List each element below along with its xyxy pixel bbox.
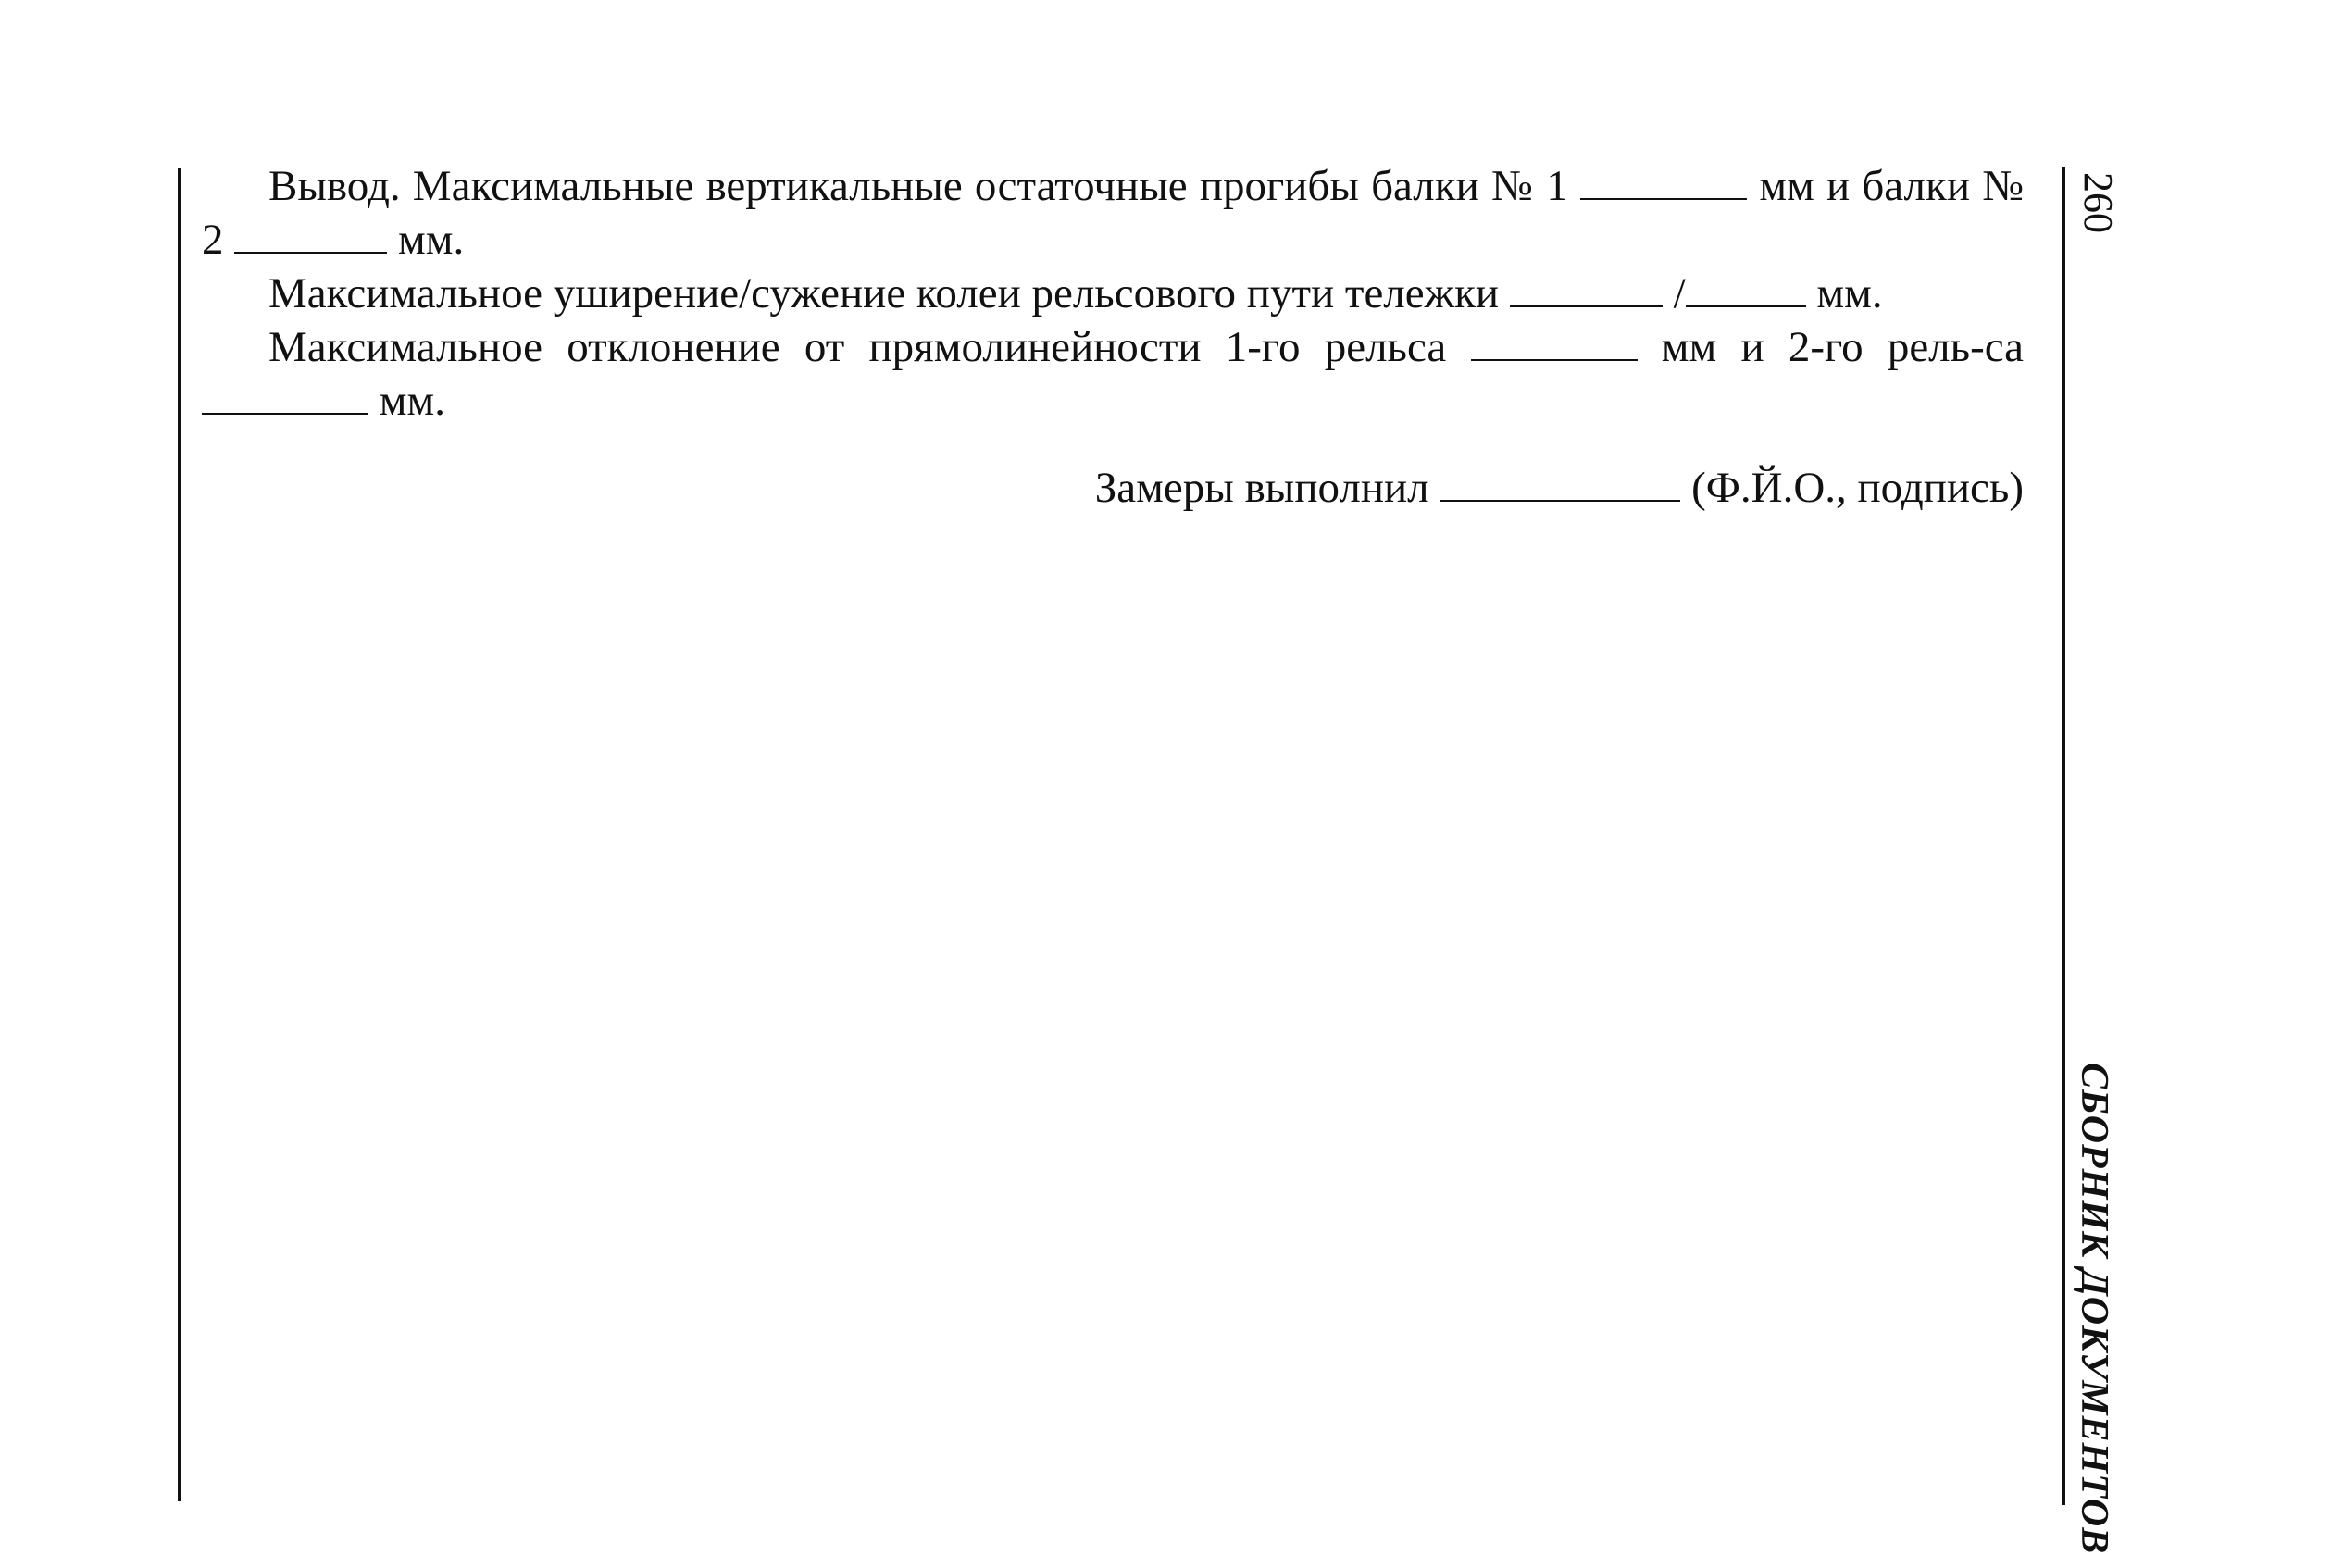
right-margin-rule [2062, 167, 2065, 1505]
straightness-paragraph: Максимальное отклонение от прямолинейности 1-го рельса мм и 2-го рель-са мм. [202, 320, 2024, 428]
signature-line: Замеры выполнил (Ф.Й.О., подпись) [1094, 464, 2024, 512]
blank-narrowing[interactable] [1686, 268, 1806, 307]
document-body [202, 159, 2024, 428]
left-margin-rule [178, 168, 181, 1501]
gauge-paragraph: Максимальное уширение/сужение колеи рельсового пути тележки / мм. [268, 269, 1883, 317]
blank-signature[interactable] [1440, 463, 1680, 502]
blank-rail1-deviation[interactable] [1471, 322, 1638, 361]
page-number: 260 [2075, 172, 2121, 233]
blank-beam1-deflection[interactable] [1580, 161, 1747, 200]
conclusion-paragraph: Вывод. Максимальные вертикальные остаточные прогибы балки № 1 мм и балки № 2 мм. [202, 162, 2025, 264]
blank-beam2-deflection[interactable] [234, 215, 387, 254]
blank-widening[interactable] [1510, 268, 1663, 307]
running-title: СБОРНИК ДОКУМЕНТОВ [2073, 1063, 2115, 1555]
blank-rail2-deviation[interactable] [202, 376, 368, 415]
